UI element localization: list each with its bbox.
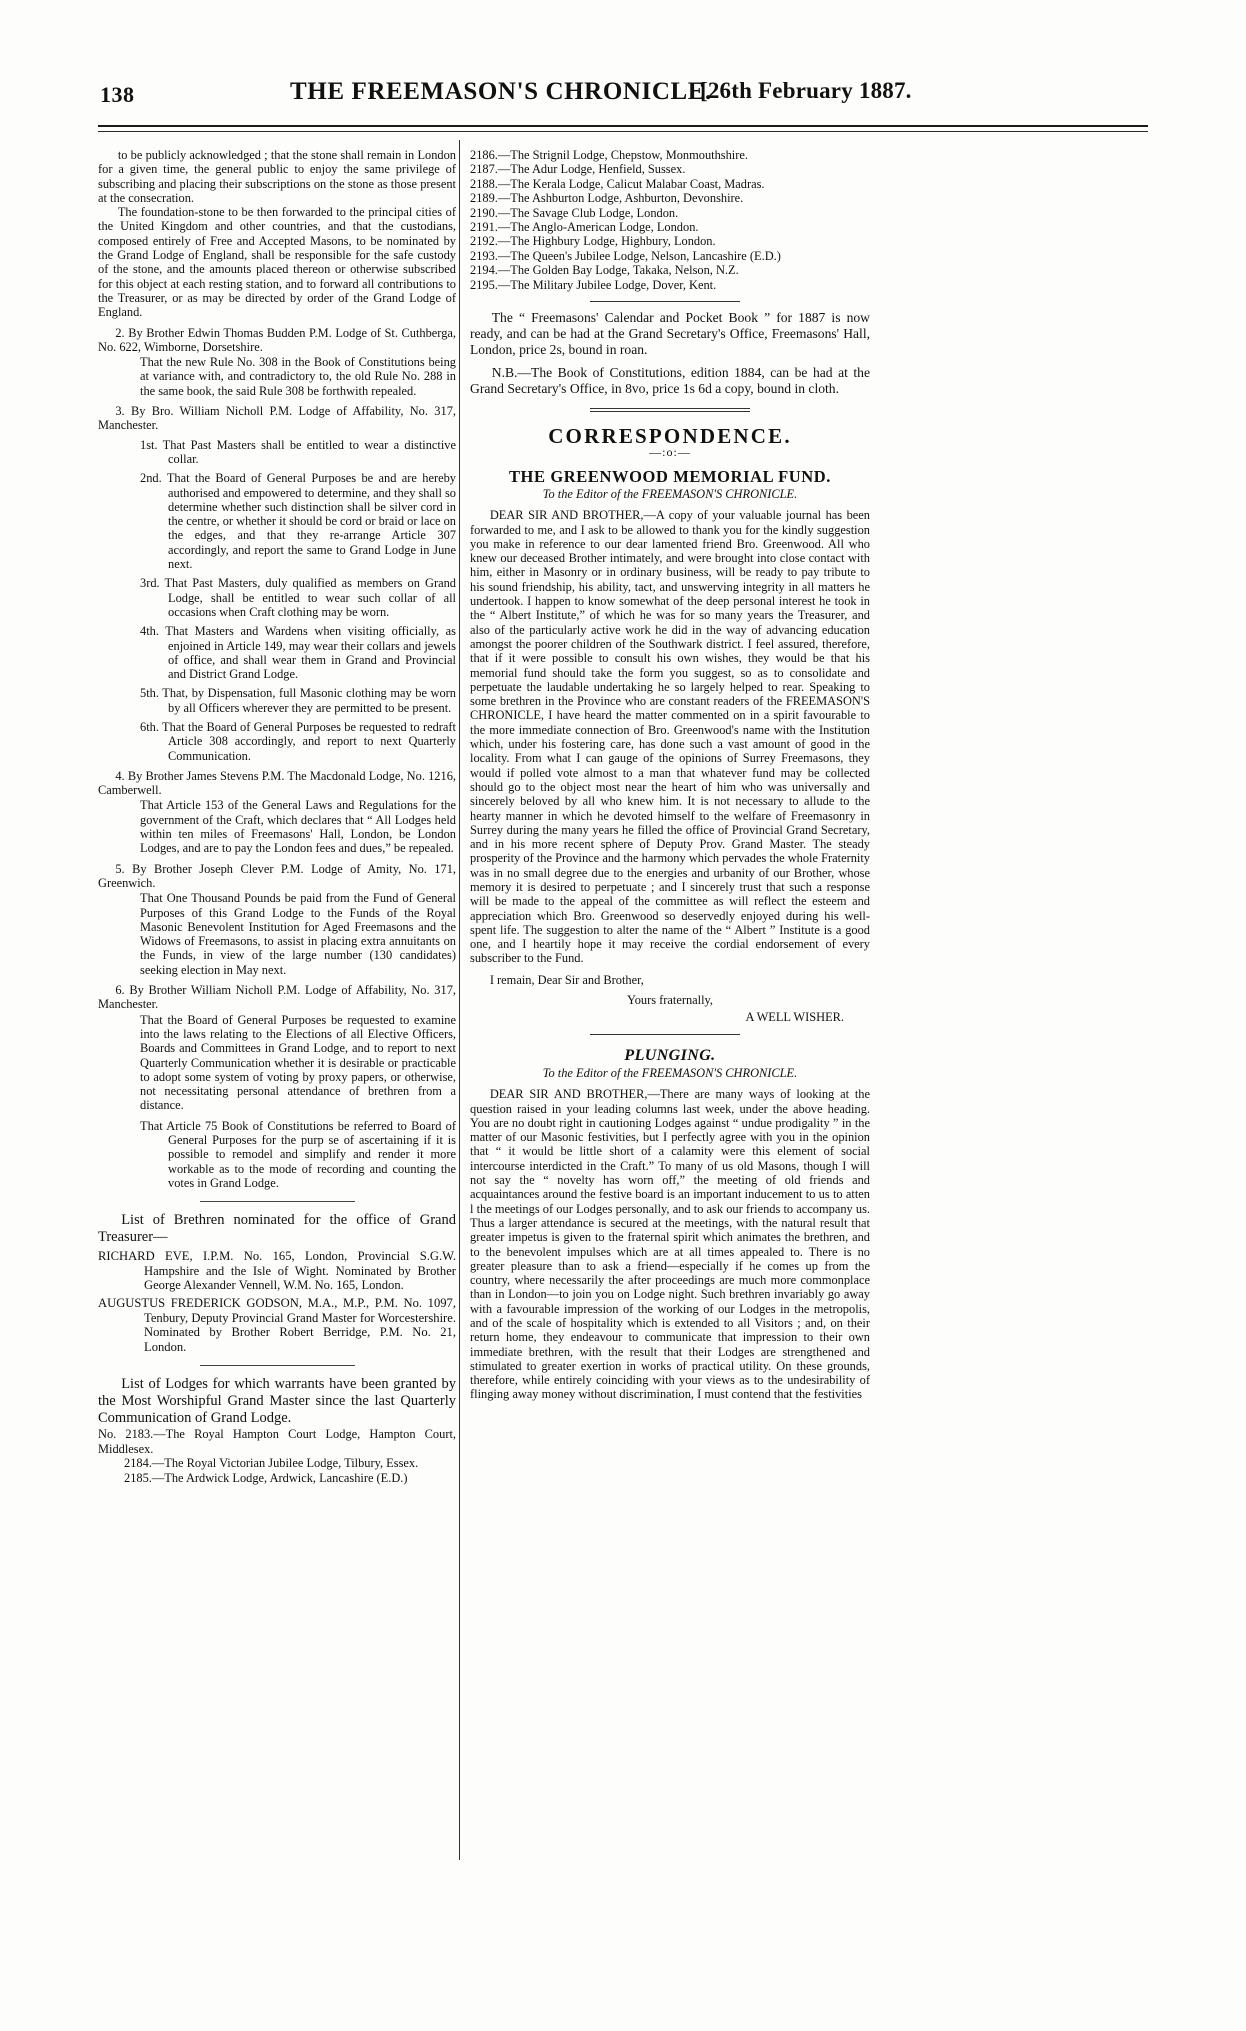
brethren-list-intro: List of Brethren nominated for the office of Grand Treasurer—	[98, 1212, 456, 1246]
motion-3	[98, 404, 456, 763]
brethren-entry: AUGUSTUS FREDERICK GODSON, M.A., M.P., P.M. No. 1097, Tenbury, Deputy Provincial Grand Master for Worcestershire. Nominated by Brother Robert Berridge, P.M. No. 21, London.	[98, 1295, 456, 1354]
motion-6-body-2: That Article 75 Book of Constitutions be referred to Board of General Purposes for the purp se of ascertaining if it is possible to remodel and simplify and render it more workable as to the mode of recording and counting the votes in Grand Lodge.	[140, 1118, 456, 1190]
lodges-number-list	[98, 1427, 456, 1485]
motion-3-sub-2: 2nd. That the Board of General Purposes be and are hereby authorised and empowered to determine, and they shall so determine whether such distinction shall be silver cord in the centre, or whether it should be cord or braid or lace on the edges, and that they re-arrange Article 307 accordingly, and report the same to Grand Lodge in June next.	[140, 471, 456, 572]
section-rule-brethren	[200, 1201, 355, 1202]
column-divider-1	[459, 140, 460, 1860]
lodges-granted-section	[98, 1376, 456, 1485]
to-editor-prefix: To the Editor of the	[542, 1065, 642, 1080]
motion-2-body: That the new Rule No. 308 in the Book of Constitutions being at variance with, and contradictory to, the old Rule No. 288 in the same book, the said Rule 308 be forthwith repealed.	[140, 355, 456, 398]
motion-6-body-1: That the Board of General Purposes be requested to examine into the laws relating to the Elections of all Elective Officers, Boards and Committees in Grand Lodge, and to report to next Quarterly Communication whether it is desirable or practicable to adopt some system of voting by proxy papers, or otherwise, not necessitating personal attendance of brethren from a distance.	[140, 1012, 456, 1113]
to-editor-paper: FREEMASON'S CHRONICLE	[641, 486, 795, 501]
motion-5-head: 5. By Brother Joseph Clever P.M. Lodge of Amity, No. 171, Greenwich.	[98, 861, 456, 890]
letter-plunging	[470, 1046, 870, 1402]
section-rule-letter-2	[590, 1034, 740, 1035]
motion-4-body: That Article 153 of the General Laws and Regulations for the government of the Craft, which declares that “ All Lodges held within ten miles of Freemasons' Hall, London, be London Lodges, and are to pay the London fees and dues,” be repealed.	[140, 798, 456, 856]
column-left	[98, 148, 456, 1485]
motion-3-sub-3: 3rd. That Past Masters, duly qualified as members on Grand Lodge, shall be entitled to wear such collar of all occasions when Craft clothing may be worn.	[140, 576, 456, 619]
lodge-list-item: 2189.—The Ashburton Lodge, Ashburton, Devonshire.	[470, 191, 744, 206]
lodge-list-item: 2191.—The Anglo-American Lodge, London.	[470, 220, 699, 235]
column-right	[470, 148, 1148, 1402]
lodge-list-item: No. 2183.—The Royal Hampton Court Lodge, Hampton Court, Middlesex.	[98, 1427, 456, 1456]
letter-1-closing-2: Yours fraternally,	[626, 993, 714, 1008]
to-editor-prefix: To the Editor of the	[542, 486, 642, 501]
motion-3-sub-6: 6th. That the Board of General Purposes be requested to redraft Article 308 accordingly, and report to next Quarterly Communication.	[140, 719, 456, 763]
correspondence-heading: CORRESPONDENCE.	[548, 424, 792, 449]
publication-title: THE FREEMASON'S CHRONICLE.	[290, 78, 712, 105]
letter-2-title: PLUNGING.	[624, 1046, 716, 1064]
masthead-rule-upper	[98, 125, 1148, 127]
letter-greenwood-memorial-fund	[470, 466, 871, 1025]
motion-5-body: That One Thousand Pounds be paid from the Fund of General Purposes of this Grand Lodge to the Funds of the Royal Masonic Benevolent Institution for Aged Freemasons and the Widows of Freemasons, to assist in placing extra annuitants on the Funds, in view of the large number (130 candidates) seeking election in May next.	[140, 891, 456, 977]
motion-2	[98, 326, 456, 398]
notice-constitutions: N.B.—The Book of Constitutions, edition 1884, can be had at the Grand Secretary's Office, in 8vo, price 1s 6d a copy, bound in cloth.	[470, 364, 870, 396]
motion-3-sub-5: 5th. That, by Dispensation, full Masonic clothing may be worn by all Officers wherever they are permitted to be present.	[140, 686, 456, 715]
letter-1-text: —A copy of your valuable journal has been forwarded to me, and I ask to be allowed to thank you for the kindly suggestion you make in reference to our dear lamented friend Bro. Greenwood. All who knew our deceased Brother intimately, and were brought into close contact with him, either in Masonry or in ordinary business, will be ready to pay tribute to his sound friendship, his ability, tact, and unswerving integrity in all matters he undertook. I happen to know somewhat of the deep personal interest he took in the “ Albert Institute,” of which he was for so many years the Treasurer, and also of the particularly active work he did in the way of advancing education amongst the poorer children of the Southwark district. I feel assured, therefore, that if it were possible to consult his own wishes, they would be that his memorial fund should take the form you suggest, so as to consolidate and perpetuate the laudable undertaking he so largely helped to rear. Speaking to some brethren in the Province who are constant readers of the FREEMASON'S CHRONICLE, I have heard the matter commented on in a spirit favourable to the more immediate connection of Bro. Greenwood's name with the Institution which, under his fostering care, has done such a vast amount of good in the locality. From what I can gauge of the opinions of Surrey Freemasons, they would if polled vote almost to a man that whatever fund may be collected should go to the object most near the heart of him who was universally and sincerely beloved by all who knew him. It is not necessary to allude to the hearty manner in which he devoted himself to the welfare of Freemasonry in Surrey during the many years he filled the office of Provincial Grand Secretary, and in his more recent sphere of Deputy Prov. Grand Master. The steady prosperity of the Province and the harmony which pervades the whole Fraternity was in no small degree due to the energies and urbanity of our Brother, whose memory it is desired to perpetuate ; and I sincerely trust that such a response will be made to the appeal of the committee as will reflect the esteem and appreciation which Bro. Greenwood so deservedly enjoyed during his well-spent life. The suggestion to alter the name of the “ Albert ” Institute is a good one, and I heartily hope it may receive the cordial endorsement of every subscriber to the Fund.	[470, 508, 871, 966]
brethren-nominated-section	[98, 1212, 456, 1354]
motion-3-sub-1: 1st. That Past Masters shall be entitled to wear a distinctive collar.	[140, 437, 456, 466]
letter-1-title: THE GREENWOOD MEMORIAL FUND.	[508, 466, 832, 486]
motion-4	[98, 769, 456, 856]
lodge-list-item: 2193.—The Queen's Jubilee Lodge, Nelson, Lancashire (E.D.)	[470, 248, 781, 263]
letter-2-salutation: DEAR SIR AND BROTHER,	[489, 1087, 648, 1102]
motion-2-head: 2. By Brother Edwin Thomas Budden P.M. Lodge of St. Cuthberga, No. 622, Wimborne, Dorsetshire.	[98, 325, 456, 354]
para-continued-1: to be publicly acknowledged ; that the stone shall remain in London for a given time, the general public to enjoy the same privilege of subscribing and placing their subscriptions on the stone as those present at the consecration.	[98, 148, 456, 205]
brethren-entry: RICHARD EVE, I.P.M. No. 165, London, Provincial S.G.W. Hampshire and the Isle of Wight. Nominated by Brother George Alexander Vennell, W.M. No. 165, London.	[98, 1249, 456, 1293]
letter-1-signature: A WELL WISHER.	[745, 1010, 844, 1025]
letter-1-to-editor	[470, 487, 870, 501]
motion-3-head: 3. By Bro. William Nicholl P.M. Lodge of Affability, No. 317, Manchester.	[98, 404, 456, 433]
letter-2-body	[470, 1087, 870, 1402]
section-rule-notices	[590, 301, 740, 302]
motion-6-head: 6. By Brother William Nicholl P.M. Lodge of Affability, No. 317, Manchester.	[98, 983, 456, 1012]
lodge-list-item: 2190.—The Savage Club Lodge, London.	[470, 205, 679, 220]
motion-3-sub-4: 4th. That Masters and Wardens when visiting officially, as enjoined in Article 149, may wear their collars and jewels of office, and shall wear them in Grand and Provincial and District Grand Lodge.	[140, 624, 456, 682]
letter-1-body	[470, 508, 870, 966]
lodge-list-item: 2188.—The Kerala Lodge, Calicut Malabar Coast, Madras.	[470, 176, 765, 191]
issue-date: [26th February 1887.	[700, 78, 912, 103]
lodge-list-item: 2186.—The Strignil Lodge, Chepstow, Monmouthshire.	[470, 148, 748, 162]
to-editor-suffix: .	[794, 486, 798, 501]
lodge-list-item: 2192.—The Highbury Lodge, Highbury, London.	[470, 234, 716, 249]
lodges-number-list-continued	[470, 148, 870, 292]
lodge-list-item: 2195.—The Military Jubilee Lodge, Dover, Kent.	[470, 277, 717, 292]
to-editor-paper: FREEMASON'S CHRONICLE	[641, 1065, 795, 1080]
lodge-list-item: 2185.—The Ardwick Lodge, Ardwick, Lancashire (E.D.)	[124, 1470, 408, 1485]
ornamental-rule	[590, 407, 750, 413]
lodge-list-item: 2194.—The Golden Bay Lodge, Takaka, Nelson, N.Z.	[470, 263, 739, 278]
notice-calendar: The “ Freemasons' Calendar and Pocket Book ” for 1887 is now ready, and can be had at the Grand Secretary's Office, Freemasons' Hall, London, price 2s, bound in roan.	[470, 310, 870, 358]
section-rule-lodges	[200, 1365, 355, 1366]
lodge-list-item: 2184.—The Royal Victorian Jubilee Lodge, Tilbury, Essex.	[124, 1456, 419, 1471]
lodge-list-item: 2187.—The Adur Lodge, Henfield, Sussex.	[470, 162, 686, 177]
correspondence-ornament: —:o:—	[649, 445, 691, 460]
motion-4-head: 4. By Brother James Stevens P.M. The Macdonald Lodge, No. 1216, Camberwell.	[98, 768, 456, 798]
letter-1-closing-1: I remain, Dear Sir and Brother,	[489, 972, 644, 987]
to-editor-suffix: .	[794, 1065, 798, 1080]
letter-2-text: —There are many ways of looking at the question raised in your leading columns last week, under the above heading. You are no doubt right in cautioning Lodges against “ undue prodigality ” in the matter of our Masonic festivities, but I perfectly agree with you in the opinion that “ it would be little short of a calamity were this element of social intercourse interdicted in the Craft.” To many of us old Masons, though I will not say the “ novelty has worn off,” the meeting of old friends and acquaintances around the festive board is an important inducement to us to atten l the meetings of our Lodges personally, and to ask our friends to accompany us. Thus a larger attendance is secured at the meetings, with the natural result that greater impetus is given to the fraternal spirit which animates the brethren, and to the benevolent impulses which are at all times appealed to. There is no greater pleasure than to ask a friend—especially if he comes up from the country, where necessarily the after proceedings are much more commonplace than in London—to join you on Lodge night. Such brethren invariably go away with a favourable impression of the working of our Lodges in the metropolis, and of the scale of hospitality which is extended to all Visitors ; and, on their return home, they endeavour to communicate that impression to their own immediate brethren, with the result that their Lodges are strengthened and stimulated to greater exertion in works of practical utility. On these grounds, therefore, while entirely coinciding with your views as to the undesirability of flinging away money without discrimination, I must contend that the festivities	[470, 1087, 870, 1402]
para-continued-2: The foundation-stone to be then forwarded to the principal cities of the United Kingdom and other countries, and that the custodians, composed entirely of Free and Accepted Masons, to be nominated by the Grand Lodge of England, shall be responsible for the safe custody of the stone, and the amounts placed thereon or otherwise subscribed for this object at each resting station, and to forward all contributions to the Treasurer, or as may be directed by order of the Grand Lodge of England.	[98, 205, 456, 320]
masthead	[0, 78, 1246, 120]
page-number: 138	[100, 82, 135, 107]
motion-5	[98, 862, 456, 977]
masthead-rule-lower	[98, 131, 1148, 132]
lodges-list-intro: List of Lodges for which warrants have been granted by the Most Worshipful Grand Master since the last Quarterly Communication of Grand Lodge.	[98, 1376, 456, 1427]
letter-2-to-editor	[470, 1066, 870, 1080]
motion-6	[98, 983, 456, 1190]
letter-1-salutation: DEAR SIR AND BROTHER,	[489, 508, 644, 523]
notices-block	[470, 310, 870, 397]
